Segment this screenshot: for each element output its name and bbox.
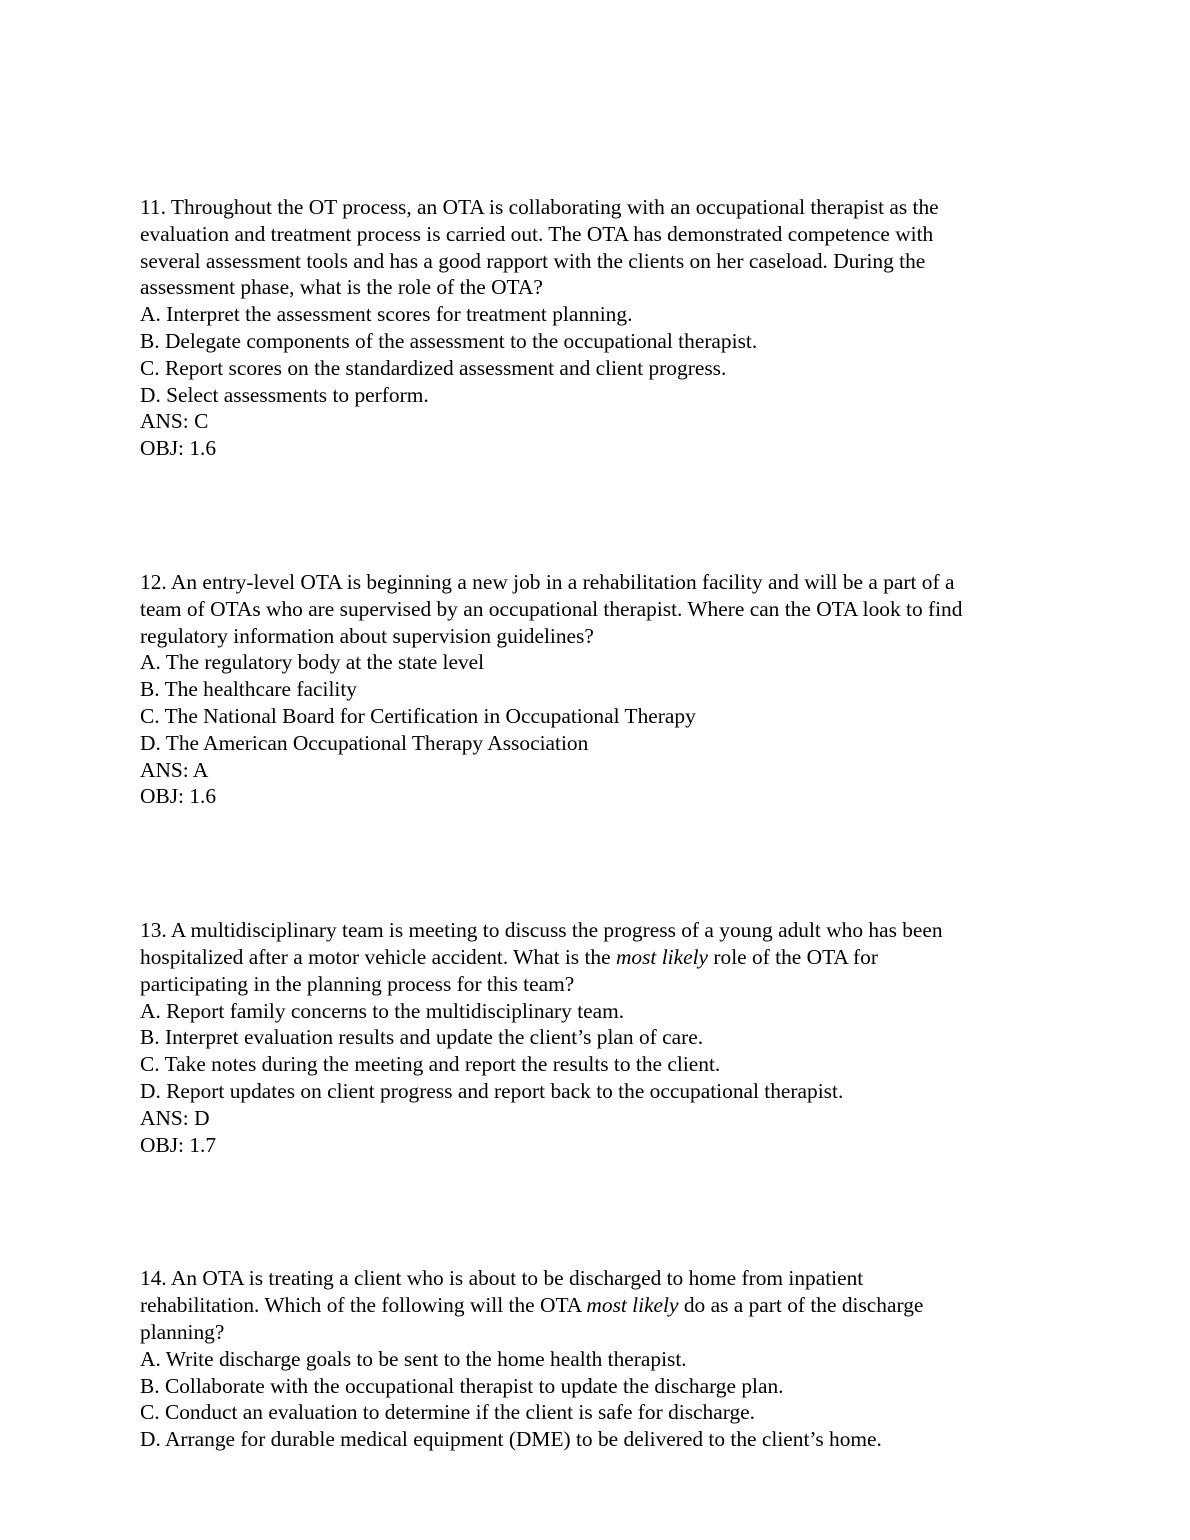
stem-text: role of the OTA for: [708, 944, 878, 969]
question-stem-line: [140, 1292, 1060, 1319]
objective-ref: OBJ: 1.7: [140, 1132, 217, 1157]
answer-option-c: C. Report scores on the standardized assessment and client progress.: [140, 355, 727, 380]
answer-key: ANS: A: [140, 757, 209, 782]
question-stem-line: 14. An OTA is treating a client who is about to be discharged to home from inpatient: [140, 1266, 864, 1291]
answer-key: ANS: D: [140, 1105, 210, 1130]
question-stem-line: planning?: [140, 1319, 225, 1344]
answer-option-b: B. Interpret evaluation results and update the client’s plan of care.: [140, 1025, 704, 1050]
answer-option-a: A. Report family concerns to the multidisciplinary team.: [140, 998, 625, 1023]
answer-option-b: B. Delegate components of the assessment to the occupational therapist.: [140, 328, 758, 353]
answer-key: ANS: C: [140, 409, 209, 434]
answer-option-d: D. Select assessments to perform.: [140, 382, 429, 407]
question-stem-line: 11. Throughout the OT process, an OTA is collaborating with an occupational therapist as the: [140, 195, 939, 219]
question-stem-line: several assessment tools and has a good rapport with the clients on her caseload. During the: [140, 248, 926, 273]
stem-emphasis: most likely: [615, 944, 709, 969]
answer-option-d: D. Report updates on client progress and report back to the occupational therapist.: [140, 1078, 844, 1103]
question-11: [140, 194, 1060, 462]
answer-option-a: A. The regulatory body at the state level: [140, 650, 485, 675]
document-page: [140, 194, 1060, 1453]
answer-option-c: C. Conduct an evaluation to determine if the client is safe for discharge.: [140, 1400, 755, 1425]
answer-option-b: B. The healthcare facility: [140, 677, 357, 702]
answer-option-b: B. Collaborate with the occupational therapist to update the discharge plan.: [140, 1373, 784, 1398]
question-stem-line: evaluation and treatment process is carried out. The OTA has demonstrated competence with: [140, 221, 934, 246]
answer-option-a: A. Interpret the assessment scores for treatment planning.: [140, 302, 633, 327]
answer-option-d: D. Arrange for durable medical equipment (DME) to be delivered to the client’s home.: [140, 1427, 882, 1452]
question-14: [140, 1265, 1060, 1453]
question-stem-line: [140, 944, 1060, 971]
answer-option-d: D. The American Occupational Therapy Association: [140, 730, 589, 755]
objective-ref: OBJ: 1.6: [140, 436, 217, 461]
question-12: [140, 569, 1060, 810]
answer-option-c: C. Take notes during the meeting and report the results to the client.: [140, 1052, 721, 1077]
question-stem-line: 12. An entry-level OTA is beginning a new job in a rehabilitation facility and will be a part of a: [140, 569, 955, 594]
question-stem-line: regulatory information about supervision guidelines?: [140, 623, 594, 648]
question-stem-line: 13. A multidisciplinary team is meeting to discuss the progress of a young adult who has been: [140, 918, 943, 943]
stem-emphasis: most likely: [586, 1293, 679, 1318]
stem-text: rehabilitation. Which of the following will the OTA: [140, 1293, 587, 1318]
question-stem-line: team of OTAs who are supervised by an occupational therapist. Where can the OTA look to find: [140, 596, 963, 621]
objective-ref: OBJ: 1.6: [140, 784, 217, 809]
question-stem-line: participating in the planning process for this team?: [140, 971, 575, 996]
stem-text: hospitalized after a motor vehicle accident. What is the: [140, 944, 616, 969]
answer-option-c: C. The National Board for Certification in Occupational Therapy: [140, 703, 696, 728]
question-stem-line: assessment phase, what is the role of the OTA?: [140, 275, 543, 300]
stem-text: do as a part of the discharge: [678, 1293, 924, 1318]
question-13: [140, 917, 1060, 1158]
answer-option-a: A. Write discharge goals to be sent to the home health therapist.: [140, 1346, 687, 1371]
